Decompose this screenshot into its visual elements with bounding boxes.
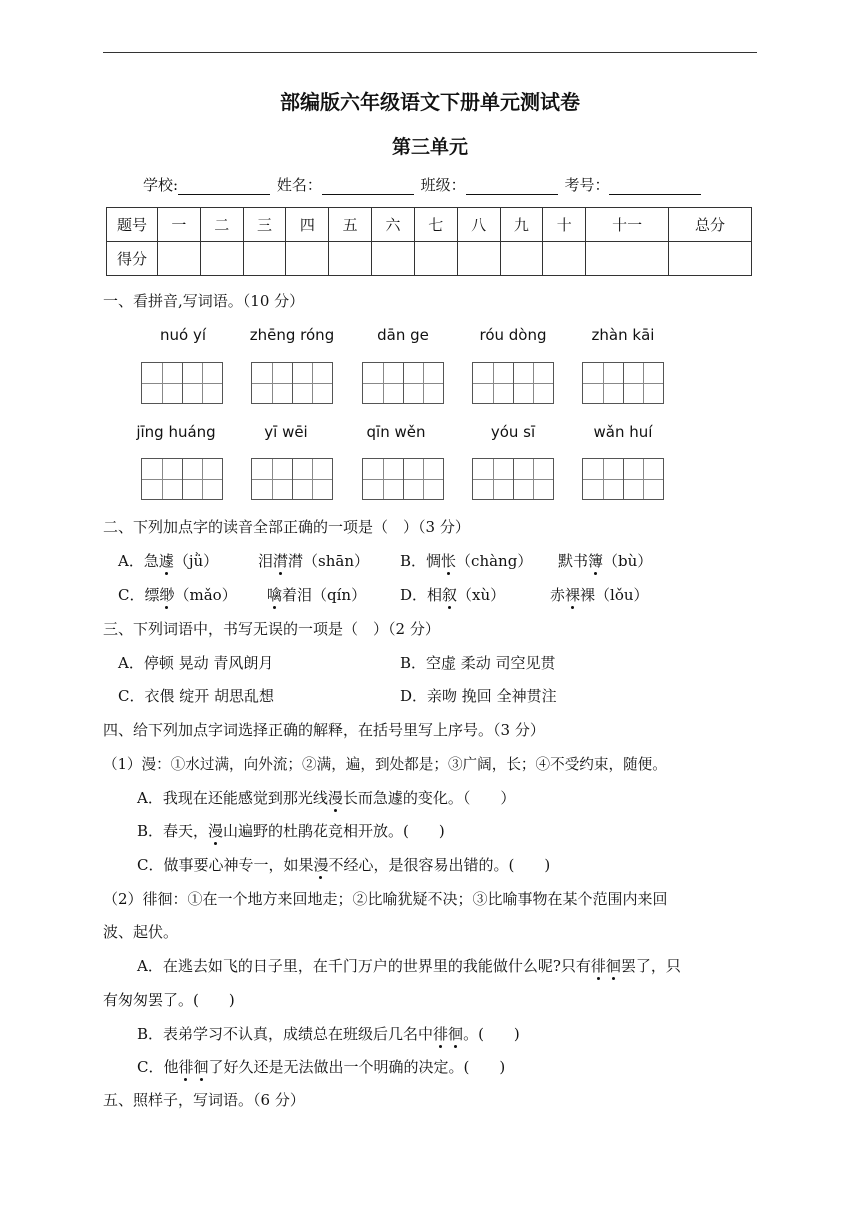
table-cell: 题号 xyxy=(107,208,158,242)
option-text: 泪 xyxy=(258,552,274,570)
q4-part1-c[interactable] xyxy=(137,854,550,875)
sentence-text: 长而急遽的变化。（ ） xyxy=(342,789,516,807)
q3-option-b[interactable]: B．空虚 柔动 司空见贯 xyxy=(400,654,556,672)
dotted-char: 徊 xyxy=(448,1025,464,1043)
option-text: 裸（lǒu） xyxy=(580,586,649,604)
sentence-text: B．表弟学习不认真，成绩总在班级后几名中 xyxy=(137,1025,434,1043)
dotted-char: 缈 xyxy=(159,586,175,604)
table-cell: 六 xyxy=(372,208,415,242)
writing-grid[interactable] xyxy=(472,362,554,404)
pinyin-label: nuó yí xyxy=(159,326,206,344)
sentence-text: C．他 xyxy=(137,1058,179,1076)
option-text: （mǎo） xyxy=(174,586,237,604)
q3-option-d[interactable]: D．亲吻 挽回 全神贯注 xyxy=(400,687,557,705)
pinyin-label: wǎn huí xyxy=(593,423,653,441)
class-label: 班级： xyxy=(420,176,466,194)
dotted-char: 噙 xyxy=(267,586,283,604)
q4-part2-c[interactable] xyxy=(137,1056,505,1077)
option-text: D．相 xyxy=(400,586,443,604)
sentence-text: 山遍野的杜鹃花竞相开放。( ) xyxy=(223,822,445,840)
option-text: 赤 xyxy=(550,586,566,604)
q2-option-c[interactable] xyxy=(118,584,237,605)
school-label: 学校: xyxy=(143,176,179,194)
dotted-char: 潸 xyxy=(273,552,289,570)
option-text: 默书 xyxy=(558,552,589,570)
writing-grid[interactable] xyxy=(582,458,664,500)
sentence-text: C．做事要心神专一，如果 xyxy=(137,856,314,874)
dotted-char: 徘 xyxy=(433,1025,449,1043)
table-cell: 得分 xyxy=(107,242,158,276)
q4-part1-definition: （1）漫：①水过满，向外流；②满，遍，到处都是；③广阔，长；④不受约束，随便。 xyxy=(103,756,667,773)
option-text: A．急 xyxy=(118,552,159,570)
writing-grid[interactable] xyxy=(472,458,554,500)
exam-no-blank[interactable] xyxy=(609,180,701,195)
table-cell: 一 xyxy=(158,208,201,242)
pinyin-label: dān ge xyxy=(377,326,429,344)
table-cell: 七 xyxy=(414,208,457,242)
score-cell[interactable] xyxy=(286,242,329,276)
sentence-text: 。( ) xyxy=(463,1025,520,1043)
name-label: 姓名： xyxy=(276,176,322,194)
q4-part1-a[interactable] xyxy=(137,787,515,808)
option-text: 潸（shān） xyxy=(288,552,369,570)
pinyin-label: yī wēi xyxy=(264,423,308,441)
writing-grid[interactable] xyxy=(251,458,333,500)
name-blank[interactable] xyxy=(322,180,414,195)
dotted-char: 徊 xyxy=(605,957,621,975)
score-cell[interactable] xyxy=(457,242,500,276)
table-cell: 二 xyxy=(200,208,243,242)
table-cell: 三 xyxy=(243,208,286,242)
option-text: 着泪（qín） xyxy=(282,586,367,604)
pinyin-label: jīng huáng xyxy=(136,423,216,441)
sentence-text: A．在逃去如飞的日子里，在千门万户的世界里的我能做什么呢?只有 xyxy=(137,957,591,975)
sentence-text: 罢了，只 xyxy=(620,957,681,975)
q4-part2-a[interactable] xyxy=(137,955,681,976)
option-text: （chàng） xyxy=(456,552,533,570)
table-cell: 总分 xyxy=(669,208,752,242)
q2-option-d[interactable] xyxy=(400,584,505,605)
q1-heading: 一、看拼音,写词语。（10 分） xyxy=(103,292,305,310)
score-cell[interactable] xyxy=(586,242,669,276)
q4-part1-b[interactable] xyxy=(137,820,445,841)
writing-grid[interactable] xyxy=(582,362,664,404)
writing-grid[interactable] xyxy=(362,458,444,500)
sentence-text: B．春天， xyxy=(137,822,209,840)
score-cell[interactable] xyxy=(200,242,243,276)
score-cell[interactable] xyxy=(669,242,752,276)
school-blank[interactable] xyxy=(178,180,270,195)
dotted-char: 徘 xyxy=(178,1058,194,1076)
table-cell: 八 xyxy=(457,208,500,242)
writing-grid[interactable] xyxy=(141,458,223,500)
q2-option-b[interactable] xyxy=(400,550,532,571)
dotted-char: 裸 xyxy=(565,586,581,604)
page-title: 部编版六年级语文下册单元测试卷 xyxy=(280,90,580,114)
option-text: （jǜ） xyxy=(173,552,219,570)
q4-part2-definition: （2）徘徊：①在一个地方来回地走；②比喻犹疑不决；③比喻事物在某个范围内来回 xyxy=(103,890,668,908)
header-rule xyxy=(103,52,757,53)
pinyin-label: zhēng róng xyxy=(249,326,335,344)
table-cell: 十一 xyxy=(586,208,669,242)
table-cell: 四 xyxy=(286,208,329,242)
dotted-char: 漫 xyxy=(327,789,343,807)
q2-option-c2 xyxy=(267,584,366,605)
dotted-char: 叙 xyxy=(442,586,458,604)
score-cell[interactable] xyxy=(243,242,286,276)
score-cell[interactable] xyxy=(500,242,543,276)
writing-grid[interactable] xyxy=(251,362,333,404)
pinyin-label: zhàn kāi xyxy=(591,326,655,344)
score-cell[interactable] xyxy=(158,242,201,276)
score-cell[interactable] xyxy=(372,242,415,276)
table-cell: 九 xyxy=(500,208,543,242)
option-text: B．惆 xyxy=(400,552,442,570)
q4-part2-a-cont: 有匆匆罢了。( ) xyxy=(103,991,235,1009)
table-cell: 五 xyxy=(329,208,372,242)
sentence-text: 不经心，是很容易出错的。( ) xyxy=(328,856,551,874)
q5-heading: 五、照样子，写词语。（6 分） xyxy=(103,1091,305,1109)
dotted-char: 徘 xyxy=(590,957,606,975)
score-cell[interactable] xyxy=(414,242,457,276)
score-cell[interactable] xyxy=(543,242,586,276)
q2-option-a2 xyxy=(258,550,369,571)
table-cell: 十 xyxy=(543,208,586,242)
sentence-text: A．我现在还能感觉到那光线 xyxy=(137,789,328,807)
score-table-score-row xyxy=(107,242,752,276)
class-blank[interactable] xyxy=(466,180,558,195)
dotted-char: 漫 xyxy=(313,856,329,874)
score-table-header-row xyxy=(107,208,752,242)
dotted-char: 徊 xyxy=(193,1058,209,1076)
option-text: （xù） xyxy=(457,586,506,604)
q4-part2-definition-cont: 波、起伏。 xyxy=(103,923,179,941)
dotted-char: 遽 xyxy=(158,552,174,570)
unit-subtitle: 第三单元 xyxy=(391,136,468,158)
exam-no-label: 考号： xyxy=(564,176,610,194)
writing-grid[interactable] xyxy=(362,362,444,404)
score-table xyxy=(106,207,752,276)
sentence-text: 了好久还是无法做出一个明确的决定。( ) xyxy=(208,1058,506,1076)
option-text: （bù） xyxy=(603,552,653,570)
q4-part2-b[interactable] xyxy=(137,1023,520,1044)
q2-option-a[interactable] xyxy=(118,550,218,571)
q2-option-d2 xyxy=(550,584,649,605)
q3-heading: 三、下列词语中，书写无误的一项是（ ）（2 分） xyxy=(103,620,440,638)
dotted-char: 簿 xyxy=(588,552,604,570)
score-cell[interactable] xyxy=(329,242,372,276)
q2-option-b2 xyxy=(558,550,652,571)
q3-option-c[interactable]: C．衣偎 绽开 胡思乱想 xyxy=(118,687,275,705)
pinyin-label: róu dòng xyxy=(479,326,547,344)
q3-option-a[interactable]: A．停顿 晃动 青风朗月 xyxy=(118,654,274,672)
q4-heading: 四、给下列加点字词选择正确的解释，在括号里写上序号。（3 分） xyxy=(103,721,545,739)
dotted-char: 漫 xyxy=(208,822,224,840)
q2-heading: 二、下列加点字的读音全部正确的一项是（ ）（3 分） xyxy=(103,518,470,536)
option-text: C．缥 xyxy=(118,586,160,604)
dotted-char: 怅 xyxy=(441,552,457,570)
pinyin-label: qīn wěn xyxy=(366,423,426,441)
pinyin-label: yóu sī xyxy=(490,423,536,441)
student-info-line xyxy=(143,174,703,195)
writing-grid[interactable] xyxy=(141,362,223,404)
